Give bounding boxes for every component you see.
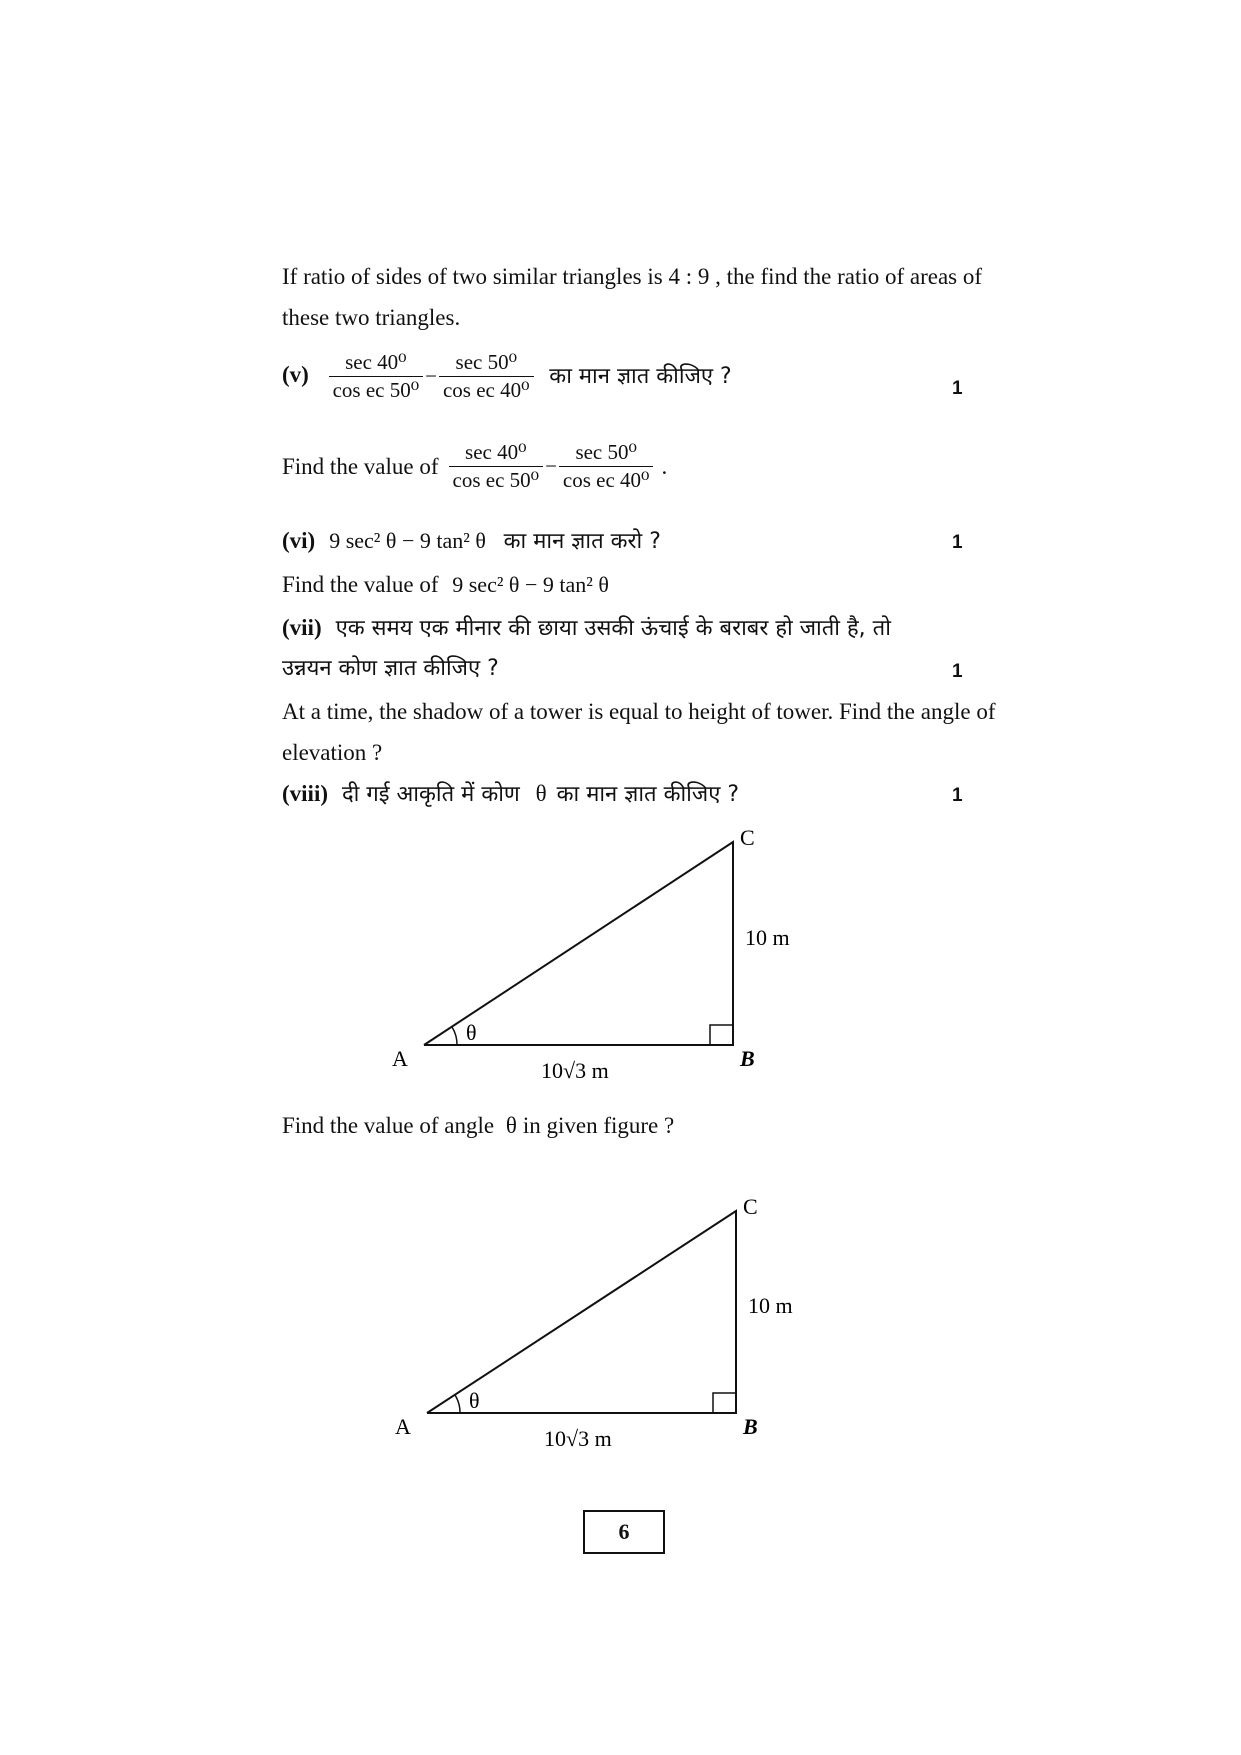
q6-row — [282, 529, 661, 553]
vertex-a-label-1: A — [392, 1046, 408, 1071]
side-ab-label-2: 10√3 m — [544, 1426, 612, 1451]
vertex-c-label-1: C — [740, 825, 755, 850]
q8-row — [282, 782, 739, 806]
q5-en-frac1-numerator: sec 40⁰ — [449, 442, 544, 467]
vertex-b-label-1: B — [740, 1046, 755, 1071]
q8-english-theta: θ — [505, 1113, 517, 1138]
q7-english-line-2: elevation ? — [282, 740, 383, 765]
triangle-figure-2 — [395, 1194, 793, 1451]
angle-label-2: θ — [469, 1388, 480, 1413]
q6-marks: 1 — [952, 532, 963, 553]
q5-hindi-text: का मान ज्ञात कीजिए ? — [549, 363, 732, 389]
q5-marks: 1 — [952, 378, 963, 399]
q5-frac2-denominator: cos ec 40⁰ — [442, 378, 530, 402]
q8-english-row — [282, 1114, 674, 1137]
q6-english-expression: 9 sec² θ − 9 tan² θ — [452, 572, 609, 597]
q5-fraction-2 — [439, 352, 534, 401]
page-number: 6 — [583, 1510, 665, 1554]
q6-label: (vi) — [282, 528, 316, 553]
q8-theta-symbol: θ — [535, 781, 547, 806]
q8-marks: 1 — [952, 785, 963, 806]
q5-row — [282, 352, 732, 401]
right-angle-marker-1 — [710, 1025, 733, 1045]
q5-english-suffix: . — [661, 454, 668, 479]
q6-hindi-text: का मान ज्ञात करो ? — [503, 529, 661, 554]
triangle-1-outline — [424, 842, 733, 1045]
q8-english-after: in given figure ? — [522, 1113, 675, 1138]
q8-hindi-after: का मान ज्ञात कीजिए ? — [556, 782, 740, 807]
q5-english-prefix: Find the value of — [282, 454, 439, 479]
angle-label-1: θ — [466, 1020, 477, 1045]
right-angle-marker-2 — [713, 1393, 736, 1413]
q5-frac2-numerator: sec 50⁰ — [439, 352, 534, 377]
q5-label: (v) — [282, 361, 309, 387]
side-bc-label-1: 10 m — [745, 925, 790, 950]
vertex-b-label-2: B — [743, 1414, 758, 1439]
q8-english-before: Find the value of angle — [282, 1113, 495, 1138]
q6-expression: 9 sec² θ − 9 tan² θ — [329, 528, 486, 553]
q6-english-prefix: Find the value of — [282, 572, 439, 597]
q5-en-fraction-1 — [449, 442, 544, 491]
q5-english-row — [282, 442, 667, 491]
angle-arc-2 — [455, 1395, 460, 1413]
q5-frac1-denominator: cos ec 50⁰ — [332, 378, 420, 402]
q5-en-frac1-denominator: cos ec 50⁰ — [452, 468, 540, 492]
q7-english-line-1: At a time, the shadow of a tower is equal to height of tower. Find the angle of — [282, 699, 996, 724]
q8-label: (viii) — [282, 781, 328, 806]
q7-hindi-line-2: उन्नयन कोण ज्ञात कीजिए ? — [282, 656, 499, 681]
q5-en-fraction-2 — [559, 442, 654, 491]
triangle-figure-1 — [392, 825, 790, 1083]
q8-hindi-before: दी गई आकृति में कोण — [342, 782, 520, 807]
q7-hindi-line-1-row — [282, 616, 891, 640]
triangle-2-outline — [427, 1211, 736, 1413]
q7-hindi-line-1: एक समय एक मीनार की छाया उसकी ऊंचाई के बराबर हो जाती है, तो — [335, 616, 891, 641]
side-bc-label-2: 10 m — [748, 1293, 793, 1318]
q4-english-line-1: If ratio of sides of two similar triangles is 4 : 9 , the find the ratio of areas of — [282, 264, 983, 289]
q5-minus: − — [425, 364, 437, 388]
q7-marks: 1 — [952, 661, 963, 682]
q7-label: (vii) — [282, 615, 322, 640]
q6-english-row — [282, 573, 609, 596]
angle-arc-1 — [452, 1027, 457, 1045]
q5-en-frac2-denominator: cos ec 40⁰ — [562, 468, 650, 492]
side-ab-label-1: 10√3 m — [541, 1058, 609, 1083]
q5-fraction-1 — [329, 352, 424, 401]
q5-frac1-numerator: sec 40⁰ — [329, 352, 424, 377]
q5-en-minus: − — [545, 454, 557, 478]
vertex-a-label-2: A — [395, 1414, 411, 1439]
q4-english-line-2: these two triangles. — [282, 305, 461, 330]
vertex-c-label-2: C — [743, 1194, 758, 1219]
q5-en-frac2-numerator: sec 50⁰ — [559, 442, 654, 467]
